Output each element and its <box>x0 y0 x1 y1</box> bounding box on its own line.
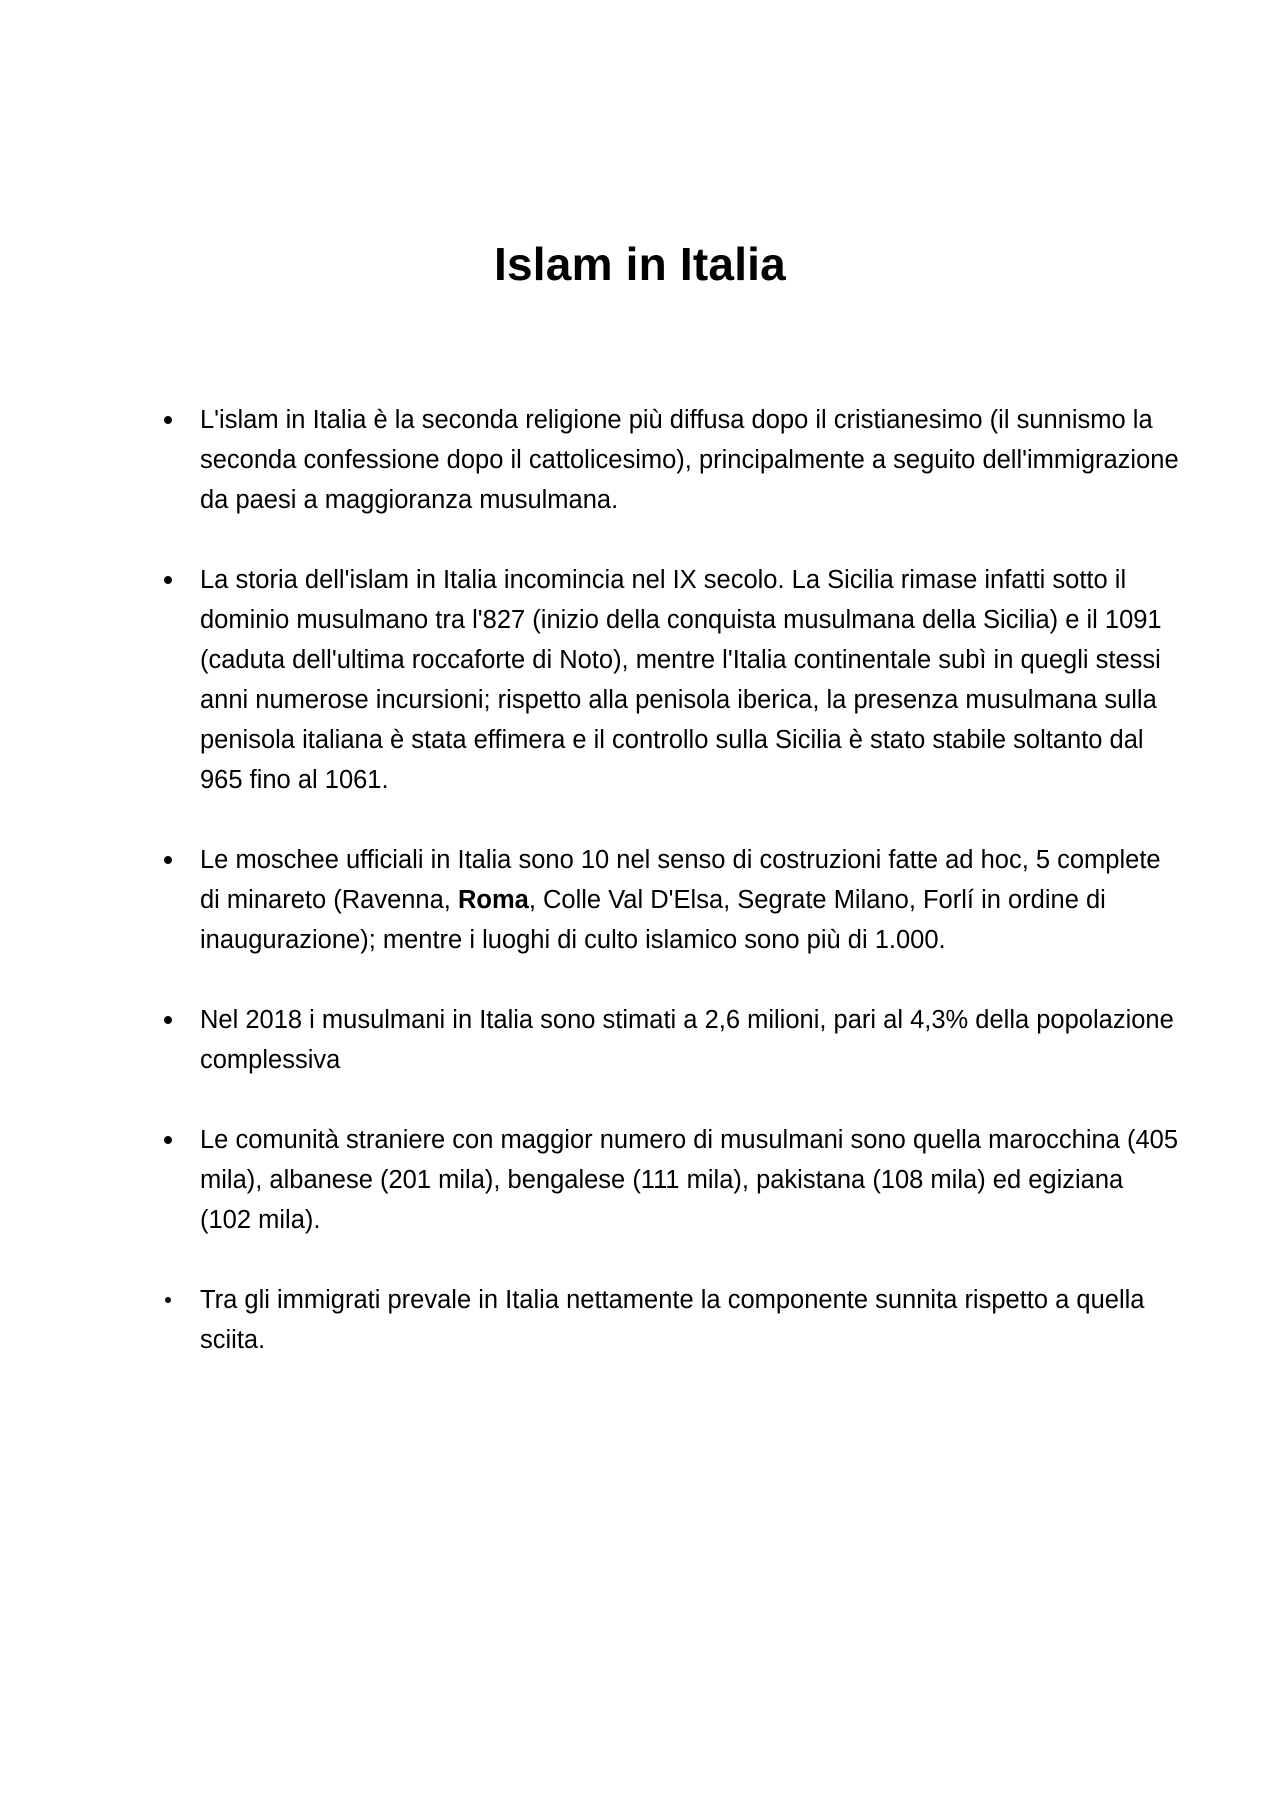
bullet-text: L'islam in Italia è la seconda religione più diffusa dopo il cristianesimo (il sunnismo la seconda confessione dopo il cattolicesimo), principalmente a seguito dell'immigrazione da paesi a maggioranza musulmana. <box>200 406 1179 514</box>
bullet-dot-icon <box>165 1297 171 1303</box>
document-title: Islam in Italia <box>494 238 786 290</box>
bullet-dot-icon <box>164 1016 172 1024</box>
bullet-item-1 <box>200 400 1180 520</box>
bullet-item-6 <box>200 1280 1180 1360</box>
bullet-text: Nel 2018 i musulmani in Italia sono stimati a 2,6 milioni, pari al 4,3% della popolazione complessiva <box>200 1006 1174 1074</box>
bullet-item-4 <box>200 1000 1180 1080</box>
bullet-dot-icon <box>164 416 172 424</box>
bullet-list <box>200 400 1180 1400</box>
bullet-text-part: Le moschee ufficiali in Italia sono 10 nel senso di costruzioni fatte ad hoc, 5 complete di minareto (Ravenna, <box>200 846 1161 914</box>
bullet-item-3 <box>200 840 1180 960</box>
bullet-dot-icon <box>164 1136 172 1144</box>
bullet-text-bold: Roma <box>457 886 529 914</box>
bullet-item-5 <box>200 1120 1180 1240</box>
bullet-dot-icon <box>164 576 172 584</box>
bullet-text-part: , Colle Val D'Elsa, Segrate Milano, Forlí in ordine di inaugurazione); mentre i luoghi di culto islamico sono più di 1.000. <box>200 886 1106 954</box>
bullet-text: Tra gli immigrati prevale in Italia nettamente la componente sunnita rispetto a quella sciita. <box>200 1286 1145 1354</box>
bullet-text: Le comunità straniere con maggior numero di musulmani sono quella marocchina (405 mila), albanese (201 mila), bengalese (111 mila), pakistana (108 mila) ed egiziana (102 mila). <box>200 1126 1179 1234</box>
bullet-dot-icon <box>164 856 172 864</box>
bullet-item-2 <box>200 560 1180 800</box>
bullet-text: La storia dell'islam in Italia incomincia nel IX secolo. La Sicilia rimase infatti sotto il dominio musulmano tra l'827 (inizio della conquista musulmana della Sicilia) e il 1091 (caduta dell'ultima roccaforte di Noto), mentre l'Italia continentale subì in quegli stessi anni numerose incursioni; rispetto alla penisola iberica, la presenza musulmana sulla penisola italiana è stata effimera e il controllo sulla Sicilia è stato stabile soltanto dal 965 fino al 1061. <box>200 566 1162 794</box>
